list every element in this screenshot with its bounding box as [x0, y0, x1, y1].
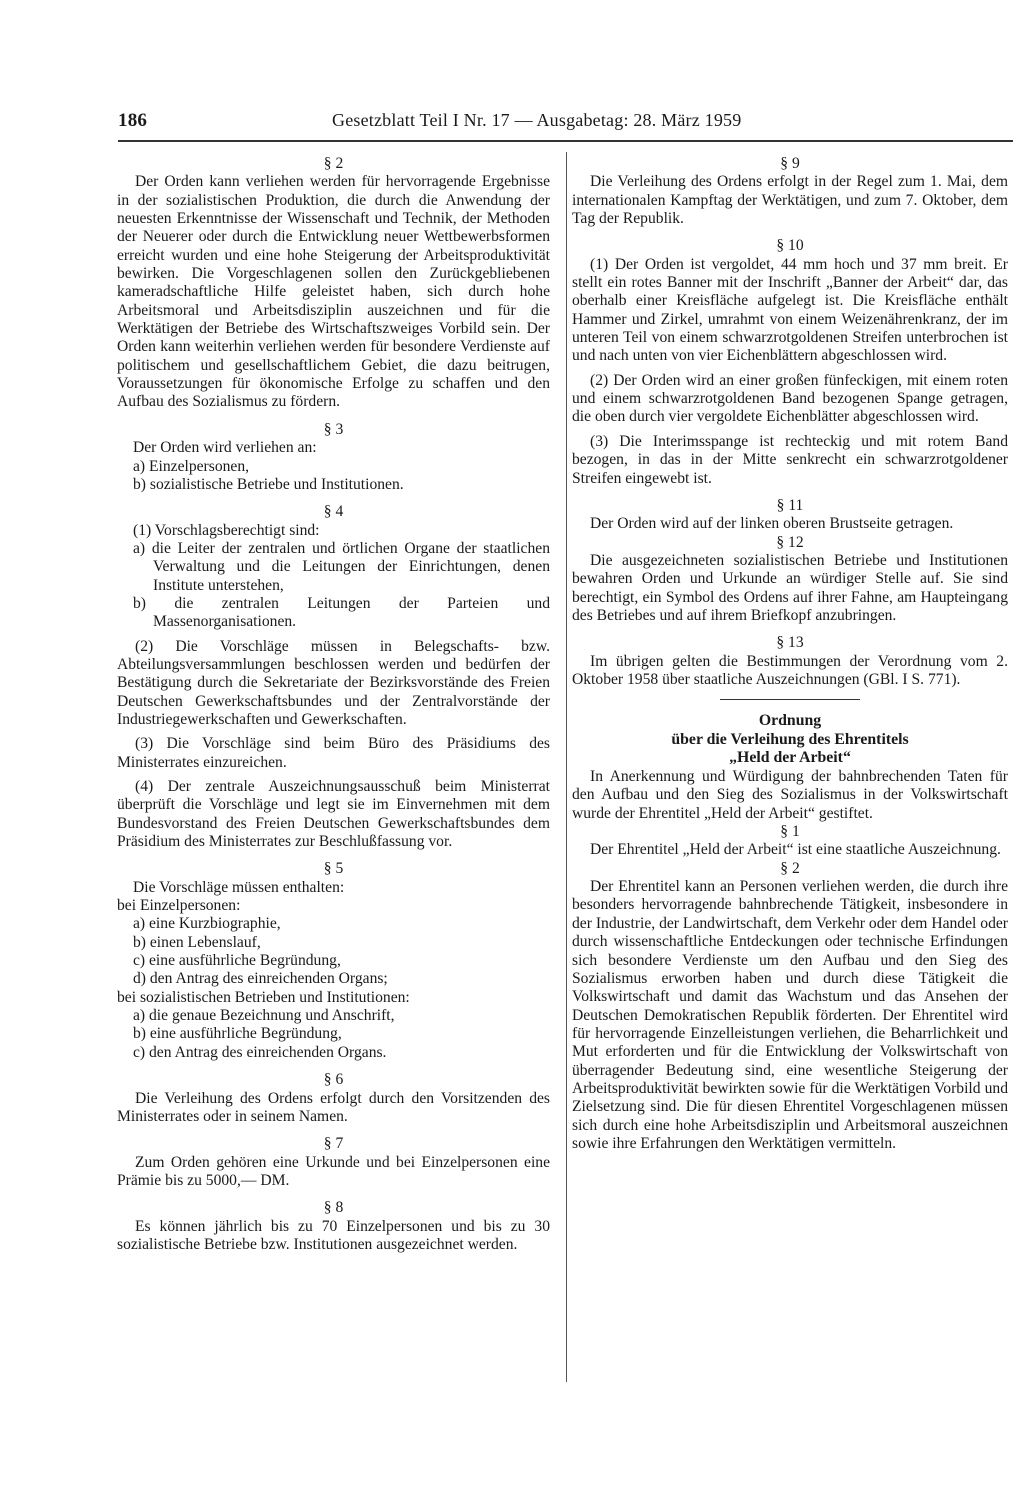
paragraph: (3) Die Vorschläge sind beim Büro des Präsidiums des Ministerrates einzureichen. — [117, 735, 550, 771]
page-number: 186 — [118, 110, 148, 131]
paragraph: Der Orden wird verliehen an: — [133, 439, 317, 457]
paragraph: Es können jährlich bis zu 70 Einzelpersonen und bis zu 30 sozialistische Betriebe bzw. Institutionen ausgezeichnet werden. — [117, 1217, 550, 1253]
paragraph: Die ausgezeichneten sozialistischen Betriebe und Institutionen bewahren Orden und Urkunde an würdiger Stelle auf. Sie sind berechtigt, ein Symbol des Ordens auf ihrer Fahne, am Haupteingang des Betriebes und auf ihrem Briefkopf anzubringen. — [572, 551, 1008, 624]
paragraph: (4) Der zentrale Auszeichnungsausschuß beim Ministerrat überprüft die Vorschläge und legt sie im Einvernehmen mit dem Bundesvorstand des Freien Deutschen Gewerkschaftsbundes dem Präsidium des Ministerrates zur Beschlußfassung vor. — [117, 778, 550, 851]
list-item: b) sozialistische Betriebe und Institutionen. — [133, 475, 404, 493]
ordinance-title: „Held der Arbeit“ — [729, 749, 851, 767]
section-heading: § 2 — [323, 155, 344, 172]
list-item: b) die zentralen Leitungen der Parteien und Massenorganisationen. — [133, 594, 550, 631]
paragraph: (3) Die Interimsspange ist rechteckig und mit rotem Band bezogen, in das in der Mitte senkrecht ein schwarzrotgoldener Streifen eingewebt ist. — [572, 432, 1008, 487]
paragraph: In Anerkennung und Würdigung der bahnbrechenden Taten für den Aufbau und den Sieg des Sozialismus in der Volkswirtschaft wurde der Ehrentitel „Held der Arbeit“ gestiftet. — [572, 768, 1008, 822]
section-heading: § 7 — [323, 1135, 344, 1153]
list-item: a) Einzelpersonen, — [133, 457, 250, 475]
section-heading: § 4 — [323, 503, 344, 521]
ordinance-subheading: über die Verleihung des Ehrentitels — [671, 730, 909, 748]
paragraph: Der Ehrentitel kann an Personen verliehen werden, die durch ihre besonders hervorragende bahnbrechende Tätigkeit, insbesondere in der Industrie, der Landwirtschaft, dem Verkehr oder dem Handel oder durch wissenschaftliche Entdeckungen oder technische Erfindungen sich besondere Verdienste um den Aufbau und den Sieg des Sozialismus erworben haben und durch diese Tätigkeit die Volkswirtschaft und damit das Wachstum und das Ansehen der Deutschen Demokratischen Republik förderten. Der Ehrentitel wird für hervorragende Einzelleistungen verliehen, die Beharrlichkeit und Mut erforderten und für die Entwicklung der Volkswirtschaft von überragender Bedeutung sind, eine wesentliche Steigerung der Arbeitsproduktivität bewirkten sowie für die Werktätigen Vorbild und Zielsetzung sind. Die für diesen Ehrentitel Vorgeschlagenen müssen sich durch eine hohe Arbeitsdisziplin und Arbeitsmoral auszeichnen sowie ihre Erfahrungen den Werktätigen vermitteln. — [572, 878, 1008, 1152]
section-heading: § 1 — [780, 823, 800, 841]
list-item: a) eine Kurzbiographie, — [133, 915, 281, 933]
section-heading: § 12 — [776, 533, 804, 551]
list-item: c) den Antrag des einreichenden Organs. — [133, 1043, 387, 1061]
list-item: a) die Leiter der zentralen und örtlichen Organe der staatlichen Verwaltung und die Leitungen der Einrichtungen, denen Institute unterstehen, — [133, 539, 550, 594]
paragraph: (2) Die Vorschläge müssen in Belegschafts- bzw. Abteilungsversammlungen beschlossen werden und bedürfen der Bestätigung durch die Sekretariate der Bezirksvorstände des Freien Deutschen Gewerkschaftsbundes und der Zentralvorstände der Industriegewerkschaften und Gewerkschaften. — [117, 637, 550, 728]
paragraph: Im übrigen gelten die Bestimmungen der Verordnung vom 2. Oktober 1958 über staatliche Auszeichnungen (GBl. I S. 771). — [572, 652, 1008, 688]
paragraph: (1) Der Orden ist vergoldet, 44 mm hoch und 37 mm breit. Er stellt ein rotes Banner mit der Inschrift „Banner der Arbeit“ dar, das oberhalb einer Kreisfläche aufgelegt ist. Die Kreisfläche enthält Hammer und Zirkel, umrahmt von einem Weizenährenkranz, der im unteren Teil von einem schwarzrotgoldenen Streifen unterbrochen ist und nach unten von vier Eichenblättern abgeschlossen wird. — [572, 255, 1008, 365]
list-item: d) den Antrag des einreichenden Organs; — [133, 970, 388, 988]
paragraph: Die Verleihung des Ordens erfolgt durch den Vorsitzenden des Ministerrates oder in seinem Namen. — [117, 1089, 550, 1125]
section-heading: § 9 — [780, 155, 800, 172]
section-heading: § 3 — [323, 420, 344, 438]
section-heading: § 6 — [323, 1071, 344, 1089]
list-item: b) eine ausführliche Begründung, — [133, 1025, 342, 1043]
section-heading: § 2 — [780, 859, 800, 877]
section-divider — [720, 699, 860, 700]
section-heading: § 5 — [323, 860, 344, 878]
header-rule — [118, 140, 1013, 142]
right-column — [572, 155, 1008, 1153]
column-divider — [566, 152, 567, 1382]
ordinance-heading: Ordnung — [758, 712, 822, 730]
paragraph: Der Orden wird auf der linken oberen Brustseite getragen. — [590, 515, 954, 533]
paragraph: Die Vorschläge müssen enthalten: — [133, 878, 345, 896]
paragraph: Der Orden kann verliehen werden für hervorragende Ergebnisse in der sozialistischen Produktion, die durch die Anwendung der neuesten Erkenntnisse der Wissenschaft und Technik, der Methoden der Neuerer oder durch die Entwicklung neuer Wettbewerbsformen erreicht wurden und eine hohe Steigerung der Arbeitsproduktivität bewirken. Die Vorgeschlagenen sollen den Zurückgebliebenen kameradschaftliche Hilfe geleistet haben, sich durch hohe Arbeitsmoral und Arbeitsdisziplin auszeichnen und für die Werktätigen der Betriebe des Wirtschaftszweiges Vorbild sein. Der Orden kann weiterhin verliehen werden für besondere Verdienste auf politischem und gesellschaftlichem Gebiet, die dazu beitrugen, Voraussetzungen für ökonomische Erfolge zu schaffen und den Aufbau des Sozialismus zu fördern. — [117, 173, 550, 411]
list-item: c) eine ausführliche Begründung, — [133, 952, 341, 970]
paragraph: Zum Orden gehören eine Urkunde und bei Einzelpersonen eine Prämie bis zu 5000,— DM. — [117, 1153, 550, 1189]
section-heading: § 8 — [323, 1199, 344, 1217]
paragraph: (1) Vorschlagsberechtigt sind: — [133, 521, 320, 539]
left-column — [117, 155, 550, 1254]
header-title: Gesetzblatt Teil I Nr. 17 — Ausgabetag: 28. März 1959 — [332, 110, 742, 130]
paragraph: Die Verleihung des Ordens erfolgt in der Regel zum 1. Mai, dem internationalen Kampftag der Werktätigen, und zum 7. Oktober, dem Tag der Republik. — [572, 173, 1008, 228]
paragraph: bei sozialistischen Betrieben und Institutionen: — [117, 988, 410, 1006]
paragraph: bei Einzelpersonen: — [117, 897, 241, 915]
paragraph: Der Ehrentitel „Held der Arbeit“ ist eine staatliche Auszeichnung. — [590, 841, 1001, 859]
section-heading: § 13 — [776, 634, 804, 652]
list-item: a) die genaue Bezeichnung und Anschrift, — [133, 1007, 395, 1025]
section-heading: § 10 — [776, 237, 804, 255]
list-item: b) einen Lebenslauf, — [133, 933, 261, 951]
section-heading: § 11 — [776, 496, 804, 514]
paragraph: (2) Der Orden wird an einer großen fünfeckigen, mit einem roten und einem schwarzrotgoldenen Band bezogenen Spange getragen, die oben durch vier vergoldete Eichenblätter abgeschlossen wird. — [572, 371, 1008, 426]
